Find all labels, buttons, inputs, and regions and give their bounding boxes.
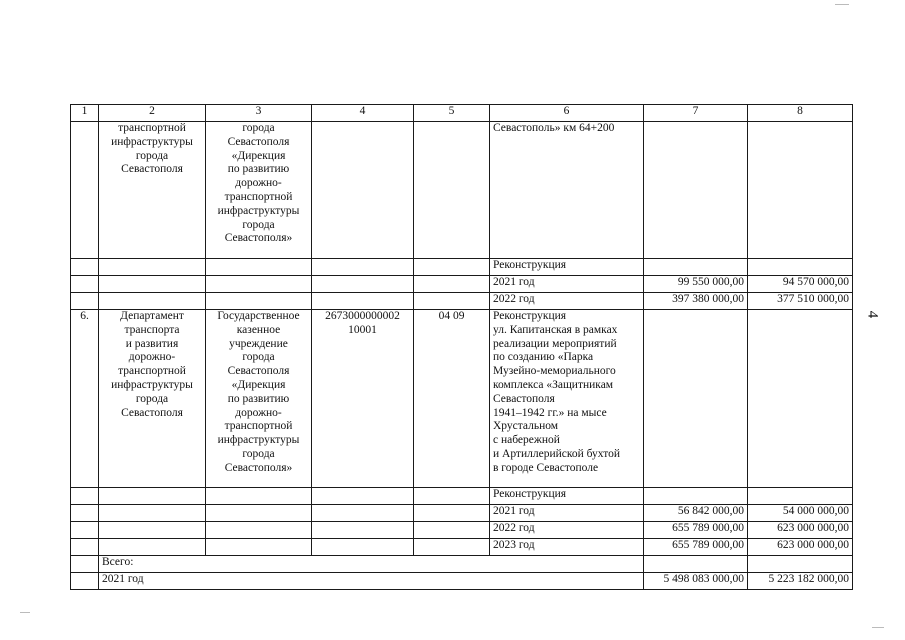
customer-cell: Государственное казенное учреждение города Севастополя «Дирекция по развитию дорожно- транспортной инфраструктуры города Севастополя» [206, 310, 312, 488]
value-col8: 623 000 000,00 [748, 522, 853, 539]
value-col7: 655 789 000,00 [644, 539, 748, 556]
value-col7 [644, 259, 748, 276]
total-header-row [71, 556, 853, 573]
row-label: 2022 год [490, 522, 644, 539]
table-row [71, 505, 853, 522]
value-col8: 377 510 000,00 [748, 293, 853, 310]
object-cell: Севастополь» км 64+200 [490, 122, 644, 259]
table-row [71, 488, 853, 505]
value-col8: 623 000 000,00 [748, 539, 853, 556]
row-label: 2022 год [490, 293, 644, 310]
row-label: Реконструкция [490, 488, 644, 505]
code-cell: 2673000000002 10001 [312, 310, 414, 488]
header-cell: 6 [490, 105, 644, 122]
header-cell: 1 [71, 105, 99, 122]
header-cell: 2 [99, 105, 206, 122]
row-label: 2021 год [490, 505, 644, 522]
value-col7: 397 380 000,00 [644, 293, 748, 310]
row-label: 2023 год [490, 539, 644, 556]
value-col7 [644, 488, 748, 505]
customer-cell: города Севастополя «Дирекция по развитию дорожно- транспортной инфраструктуры города Севастополя» [206, 122, 312, 259]
header-cell: 4 [312, 105, 414, 122]
table-row [71, 522, 853, 539]
value-col8: 54 000 000,00 [748, 505, 853, 522]
department-cell: транспортной инфраструктуры города Севастополя [99, 122, 206, 259]
row-label: 2021 год [99, 573, 644, 590]
scan-mark-bottom-right [872, 627, 884, 628]
section-code-cell: 04 09 [414, 310, 490, 488]
table-row [71, 276, 853, 293]
row-label: 2021 год [490, 276, 644, 293]
value-col7: 56 842 000,00 [644, 505, 748, 522]
row-label: Реконструкция [490, 259, 644, 276]
header-cell: 3 [206, 105, 312, 122]
table-row [71, 293, 853, 310]
item-number: 6. [71, 310, 99, 488]
value-col7: 99 550 000,00 [644, 276, 748, 293]
value-col8 [748, 488, 853, 505]
object-cell: Реконструкция ул. Капитанская в рамках реализации мероприятий по созданию «Парка Музейно-мемориального комплекса «Защитникам Севастополя 1941–1942 гг.» на мысе Хрустальном с набережной и Артиллерийской бухтой в городе Севастополе [490, 310, 644, 488]
value-col7: 655 789 000,00 [644, 522, 748, 539]
value-col8: 5 223 182 000,00 [748, 573, 853, 590]
table-row [71, 539, 853, 556]
table-row [71, 122, 853, 259]
budget-table [70, 104, 853, 590]
header-row [71, 105, 853, 122]
scan-mark-bottom-left [20, 612, 30, 613]
department-cell: Департамент транспорта и развития дорожно- транспортной инфраструктуры города Севастополя [99, 310, 206, 488]
header-cell: 5 [414, 105, 490, 122]
header-cell: 7 [644, 105, 748, 122]
value-col7: 5 498 083 000,00 [644, 573, 748, 590]
header-cell: 8 [748, 105, 853, 122]
table-row [71, 310, 853, 488]
value-col8 [748, 259, 853, 276]
scan-mark-top [835, 4, 849, 5]
value-col8: 94 570 000,00 [748, 276, 853, 293]
page-number: 4 [864, 310, 881, 319]
total-label: Всего: [99, 556, 644, 573]
total-row [71, 573, 853, 590]
table-row [71, 259, 853, 276]
